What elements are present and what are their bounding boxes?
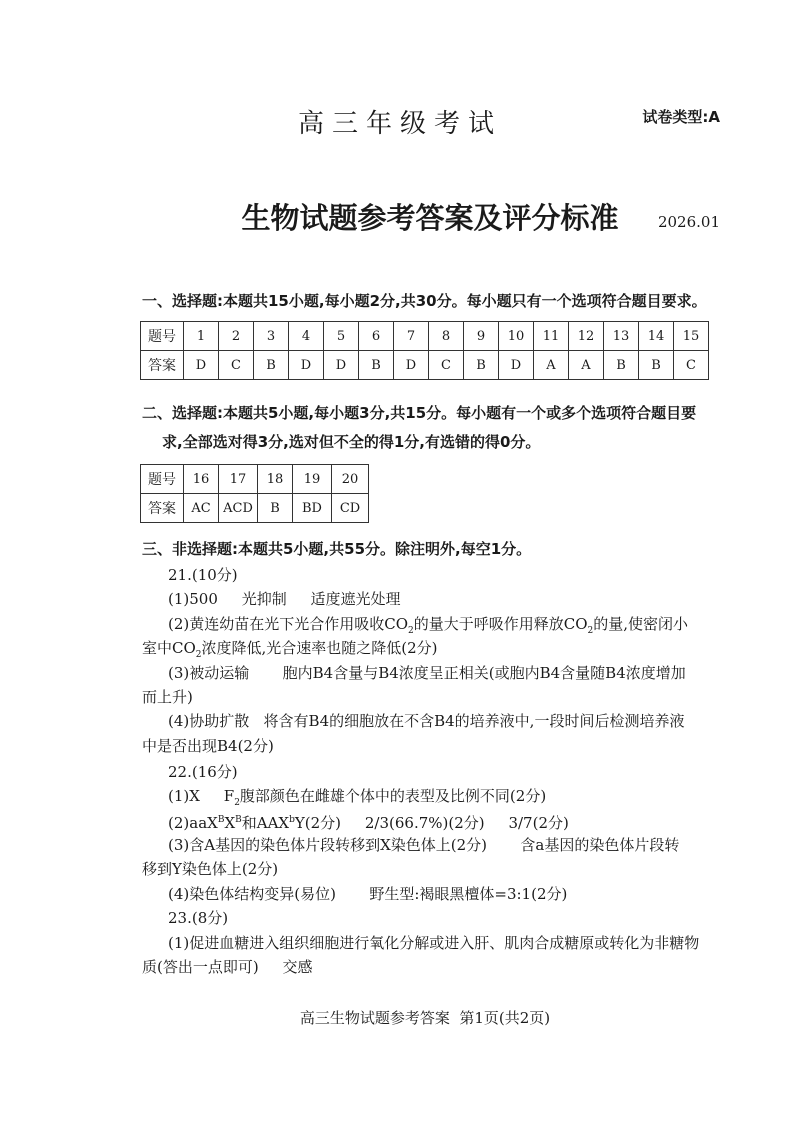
question-number: 20 xyxy=(332,465,369,494)
paper-type: 试卷类型:A xyxy=(642,108,720,126)
main-title: 生物试题参考答案及评分标准 xyxy=(241,201,619,235)
exam-date: 2026.01 xyxy=(657,213,720,231)
q22-part2 xyxy=(168,808,569,835)
q21-part4-line1: (4)协助扩散 将含有B4的细胞放在不含B4的培养液中,一段时间后检测培养液 xyxy=(168,712,685,730)
question-number: 8 xyxy=(429,322,464,351)
question-number: 14 xyxy=(639,322,674,351)
answer-cell: CD xyxy=(332,494,369,523)
page-footer: 高三生物试题参考答案 第1页(共2页) xyxy=(299,1009,551,1027)
subscript: 2 xyxy=(234,798,240,808)
question-number: 3 xyxy=(254,322,289,351)
section2-title-line1: 二、选择题:本题共5小题,每小题3分,共15分。每小题有一个或多个选项符合题目要 xyxy=(142,404,697,422)
answer-cell: B xyxy=(604,351,639,380)
question-number: 1 xyxy=(184,322,219,351)
q23-heading: 23.(8分) xyxy=(168,909,229,927)
question-number: 2 xyxy=(219,322,254,351)
row-label-answer: 答案 xyxy=(141,351,184,380)
answer-cell: D xyxy=(499,351,534,380)
q21-part3-line2: 而上升) xyxy=(142,688,193,706)
q21-heading: 21.(10分) xyxy=(168,566,238,584)
section1-title: 一、选择题:本题共15小题,每小题2分,共30分。每小题只有一个选项符合题目要求。 xyxy=(142,292,707,310)
subscript: 2 xyxy=(408,626,414,636)
text-run: 的量大于呼吸作用释放CO xyxy=(413,615,588,633)
superscript: b xyxy=(289,815,295,825)
text-run: Y(2分) 2/3(66.7%)(2分) 3/7(2分) xyxy=(294,814,569,832)
question-number: 15 xyxy=(674,322,709,351)
answer-cell: B xyxy=(258,494,293,523)
row-label-number: 题号 xyxy=(141,465,184,494)
table-row-numbers xyxy=(141,465,369,494)
superscript: B xyxy=(217,815,225,825)
question-number: 18 xyxy=(258,465,293,494)
answer-cell: D xyxy=(324,351,359,380)
q22-part3-line1: (3)含A基因的染色体片段转移到X染色体上(2分) 含a基因的染色体片段转 xyxy=(168,836,680,854)
text-run: X xyxy=(224,814,236,832)
question-number: 7 xyxy=(394,322,429,351)
text-run: 的量,使密闭小 xyxy=(593,615,689,633)
question-number: 4 xyxy=(289,322,324,351)
answer-cell: ACD xyxy=(219,494,258,523)
q22-heading: 22.(16分) xyxy=(168,763,238,781)
question-number: 16 xyxy=(184,465,219,494)
question-number: 6 xyxy=(359,322,394,351)
text-run: (1)X F xyxy=(168,787,235,805)
q21-part4-line2: 中是否出现B4(2分) xyxy=(142,737,274,755)
answer-table-1 xyxy=(140,321,709,380)
superscript: B xyxy=(235,815,242,825)
text-run: (2)aaX xyxy=(168,814,218,832)
q21-part1: (1)500 光抑制 适度遮光处理 xyxy=(168,590,401,608)
question-number: 11 xyxy=(534,322,569,351)
question-number: 19 xyxy=(293,465,332,494)
text-run: 室中CO xyxy=(142,639,196,657)
exam-title: 高三年级考试 xyxy=(297,109,502,139)
answer-cell: A xyxy=(569,351,604,380)
q23-part1-line1: (1)促进血糖进入组织细胞进行氧化分解或进入肝、肌肉合成糖原或转化为非糖物 xyxy=(168,934,700,952)
answer-cell: B xyxy=(254,351,289,380)
q22-part4: (4)染色体结构变异(易位) 野生型:褐眼黑檀体=3:1(2分) xyxy=(168,885,568,903)
text-run: 腹部颜色在雌雄个体中的表型及比例不同(2分) xyxy=(239,787,547,805)
q23-part1-line2: 质(答出一点即可) 交感 xyxy=(142,958,313,976)
answer-cell: D xyxy=(289,351,324,380)
question-number: 9 xyxy=(464,322,499,351)
answer-cell: AC xyxy=(184,494,219,523)
table-row-numbers xyxy=(141,322,709,351)
q21-part3-line1: (3)被动运输 胞内B4含量与B4浓度呈正相关(或胞内B4含量随B4浓度增加 xyxy=(168,664,686,682)
answer-cell: B xyxy=(639,351,674,380)
question-number: 13 xyxy=(604,322,639,351)
answer-cell: B xyxy=(464,351,499,380)
subscript: 2 xyxy=(195,650,202,660)
answer-cell: A xyxy=(534,351,569,380)
question-number: 12 xyxy=(569,322,604,351)
section3-title: 三、非选择题:本题共5小题,共55分。除注明外,每空1分。 xyxy=(142,540,532,558)
question-number: 17 xyxy=(219,465,258,494)
text-run: 和AAX xyxy=(241,814,290,832)
answer-cell: BD xyxy=(293,494,332,523)
answer-cell: D xyxy=(184,351,219,380)
row-label-answer: 答案 xyxy=(141,494,184,523)
answer-cell: D xyxy=(394,351,429,380)
q22-part3-line2: 移到Y染色体上(2分) xyxy=(142,860,279,878)
table-row-answers xyxy=(141,494,369,523)
subscript: 2 xyxy=(587,626,594,636)
table-row-answers xyxy=(141,351,709,380)
row-label-number: 题号 xyxy=(141,322,184,351)
text-run: 浓度降低,光合速率也随之降低(2分) xyxy=(201,639,438,657)
answer-cell: C xyxy=(219,351,254,380)
section2-title-line2: 求,全部选对得3分,选对但不全的得1分,有选错的得0分。 xyxy=(162,433,541,451)
question-number: 10 xyxy=(499,322,534,351)
answer-cell: B xyxy=(359,351,394,380)
answer-cell: C xyxy=(429,351,464,380)
text-run: (2)黄连幼苗在光下光合作用吸收CO xyxy=(168,615,409,633)
answer-table-2 xyxy=(140,464,369,523)
question-number: 5 xyxy=(324,322,359,351)
answer-cell: C xyxy=(674,351,709,380)
